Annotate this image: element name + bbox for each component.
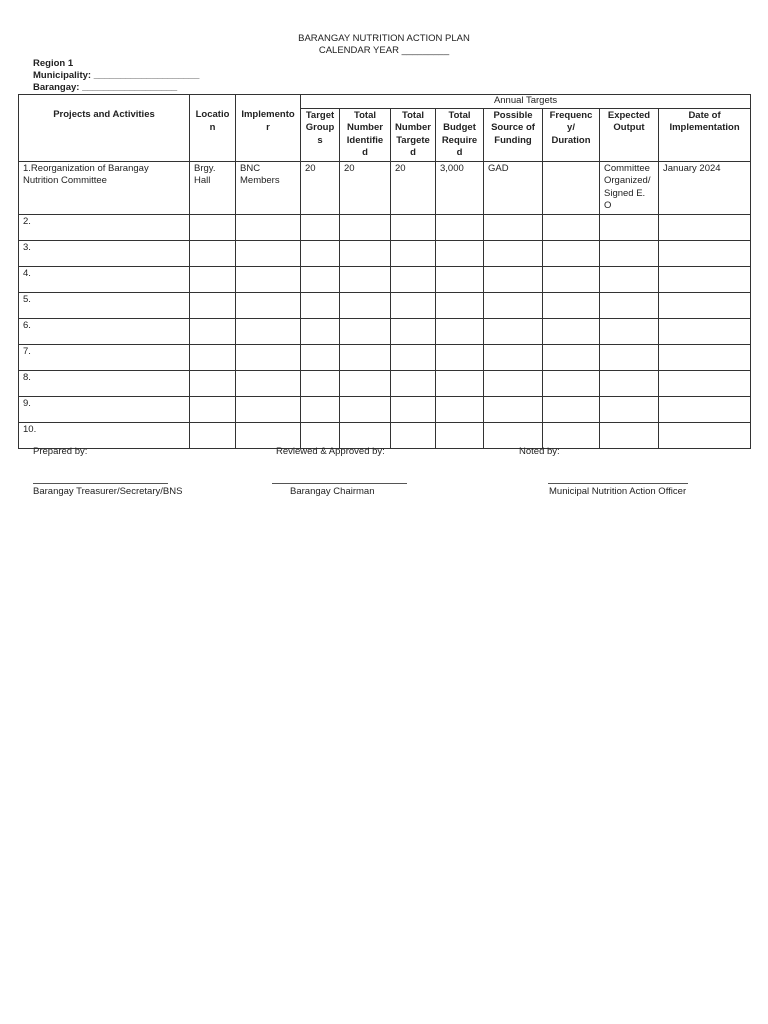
empty-cell (190, 214, 236, 240)
empty-cell (436, 240, 484, 266)
barangay-field: Barangay: __________________ (33, 82, 178, 93)
prepared-role: Barangay Treasurer/Secretary/BNS (33, 486, 183, 497)
empty-cell (236, 318, 301, 344)
date-cell: January 2024 (659, 161, 751, 214)
empty-cell (301, 396, 340, 422)
empty-cell (236, 240, 301, 266)
empty-cell (436, 396, 484, 422)
empty-cell (391, 266, 436, 292)
empty-cell (659, 240, 751, 266)
col-header-frequency: Frequency/ Duration (543, 108, 600, 161)
empty-cell (301, 370, 340, 396)
location-cell: Brgy. Hall (190, 161, 236, 214)
prepared-signature-line (33, 483, 168, 484)
empty-cell (600, 396, 659, 422)
col-header-date: Date of Implementation (659, 108, 751, 161)
row-number-cell: 6. (19, 318, 190, 344)
empty-cell (391, 292, 436, 318)
empty-cell (236, 266, 301, 292)
table-row (19, 396, 751, 422)
empty-cell (190, 266, 236, 292)
empty-cell (391, 422, 436, 448)
empty-cell (600, 318, 659, 344)
empty-cell (600, 214, 659, 240)
column-header-row (19, 108, 751, 161)
noted-signature-line (548, 483, 688, 484)
table-row (19, 161, 751, 214)
col-header-implementor: Implementor (236, 108, 301, 161)
empty-cell (436, 266, 484, 292)
empty-cell (301, 266, 340, 292)
col-header-target-groups: Target Groups (301, 108, 340, 161)
empty-cell (340, 396, 391, 422)
empty-cell (484, 370, 543, 396)
empty-cell (659, 344, 751, 370)
empty-cell (391, 318, 436, 344)
empty-cell (600, 370, 659, 396)
empty-cell (543, 292, 600, 318)
empty-cell (301, 240, 340, 266)
prepared-by-label: Prepared by: (33, 446, 88, 457)
region-label: Region 1 (33, 58, 74, 69)
empty-cell (543, 396, 600, 422)
empty-cell (391, 396, 436, 422)
empty-cell (190, 344, 236, 370)
table-row (19, 214, 751, 240)
empty-cell (190, 318, 236, 344)
empty-cell (236, 422, 301, 448)
empty-cell (659, 422, 751, 448)
empty-cell (600, 240, 659, 266)
empty-cell (436, 318, 484, 344)
row-number-cell: 3. (19, 240, 190, 266)
empty-cell (236, 370, 301, 396)
empty-cell (301, 344, 340, 370)
empty-cell (436, 422, 484, 448)
document-title: BARANGAY NUTRITION ACTION PLAN (298, 33, 470, 44)
empty-cell (236, 344, 301, 370)
empty-cell (600, 292, 659, 318)
table-row (19, 370, 751, 396)
identified-cell: 20 (340, 161, 391, 214)
empty-cell (484, 266, 543, 292)
row-number-cell: 7. (19, 344, 190, 370)
row-number-cell: 10. (19, 422, 190, 448)
empty-cell (543, 266, 600, 292)
col-header-expected-output: Expected Output (600, 108, 659, 161)
empty-cell (190, 396, 236, 422)
empty-cell (190, 240, 236, 266)
row-number-cell: 8. (19, 370, 190, 396)
empty-cell (436, 292, 484, 318)
row-number-cell: 9. (19, 396, 190, 422)
empty-cell (391, 214, 436, 240)
col-header-total-targeted: Total Number Targeted (391, 108, 436, 161)
table-row (19, 292, 751, 318)
empty-cell (484, 292, 543, 318)
blank-head-cell (19, 95, 190, 109)
empty-cell (190, 292, 236, 318)
empty-cell (340, 266, 391, 292)
frequency-cell (543, 161, 600, 214)
empty-cell (236, 396, 301, 422)
empty-cell (543, 370, 600, 396)
empty-cell (301, 292, 340, 318)
reviewed-by-label: Reviewed & Approved by: (276, 446, 385, 457)
reviewed-role: Barangay Chairman (290, 486, 375, 497)
col-header-total-budget: Total Budget Required (436, 108, 484, 161)
implementor-cell: BNC Members (236, 161, 301, 214)
empty-cell (484, 344, 543, 370)
empty-cell (391, 370, 436, 396)
row-number-cell: 2. (19, 214, 190, 240)
table-row (19, 344, 751, 370)
col-header-projects: Projects and Activities (19, 108, 190, 161)
col-header-total-identified: Total Number Identified (340, 108, 391, 161)
empty-cell (236, 292, 301, 318)
target-groups-cell: 20 (301, 161, 340, 214)
activity-cell: 1.Reorganization of Barangay Nutrition Committee (19, 161, 190, 214)
output-cell: Committee Organized/ Signed E. O (600, 161, 659, 214)
empty-cell (391, 240, 436, 266)
empty-cell (484, 396, 543, 422)
calendar-year-line: CALENDAR YEAR _________ (318, 45, 450, 56)
empty-cell (484, 422, 543, 448)
empty-cell (543, 344, 600, 370)
empty-cell (600, 422, 659, 448)
empty-cell (190, 422, 236, 448)
table-row (19, 318, 751, 344)
empty-cell (340, 344, 391, 370)
empty-cell (340, 422, 391, 448)
blank-head-cell (190, 95, 236, 109)
empty-cell (659, 214, 751, 240)
col-header-location: Location (190, 108, 236, 161)
empty-cell (543, 214, 600, 240)
empty-cell (340, 318, 391, 344)
table-row (19, 266, 751, 292)
empty-cell (436, 370, 484, 396)
empty-cell (301, 318, 340, 344)
reviewed-signature-line (272, 483, 407, 484)
document-title-block (0, 33, 768, 57)
empty-cell (340, 292, 391, 318)
empty-cell (600, 266, 659, 292)
empty-cell (391, 344, 436, 370)
empty-cell (340, 214, 391, 240)
row-number-cell: 5. (19, 292, 190, 318)
empty-cell (436, 214, 484, 240)
table-row (19, 240, 751, 266)
empty-cell (340, 240, 391, 266)
empty-cell (659, 370, 751, 396)
empty-cell (659, 396, 751, 422)
budget-cell: 3,000 (436, 161, 484, 214)
empty-cell (484, 214, 543, 240)
empty-cell (190, 370, 236, 396)
row-number-cell: 4. (19, 266, 190, 292)
noted-by-label: Noted by: (519, 446, 560, 457)
annual-targets-header: Annual Targets (301, 95, 751, 109)
empty-cell (484, 318, 543, 344)
group-header-row (19, 95, 751, 109)
empty-cell (659, 292, 751, 318)
location-meta (33, 58, 199, 94)
empty-cell (543, 318, 600, 344)
targeted-cell: 20 (391, 161, 436, 214)
funding-cell: GAD (484, 161, 543, 214)
empty-cell (340, 370, 391, 396)
empty-cell (543, 422, 600, 448)
blank-head-cell (236, 95, 301, 109)
noted-role: Municipal Nutrition Action Officer (549, 486, 687, 497)
empty-cell (301, 422, 340, 448)
empty-cell (659, 318, 751, 344)
empty-cell (600, 344, 659, 370)
action-plan-table (18, 94, 751, 449)
empty-cell (436, 344, 484, 370)
col-header-funding-source: Possible Source of Funding (484, 108, 543, 161)
municipality-field: Municipality: ____________________ (33, 70, 200, 81)
empty-cell (301, 214, 340, 240)
empty-cell (659, 266, 751, 292)
empty-cell (484, 240, 543, 266)
empty-cell (543, 240, 600, 266)
empty-cell (236, 214, 301, 240)
table-row (19, 422, 751, 448)
